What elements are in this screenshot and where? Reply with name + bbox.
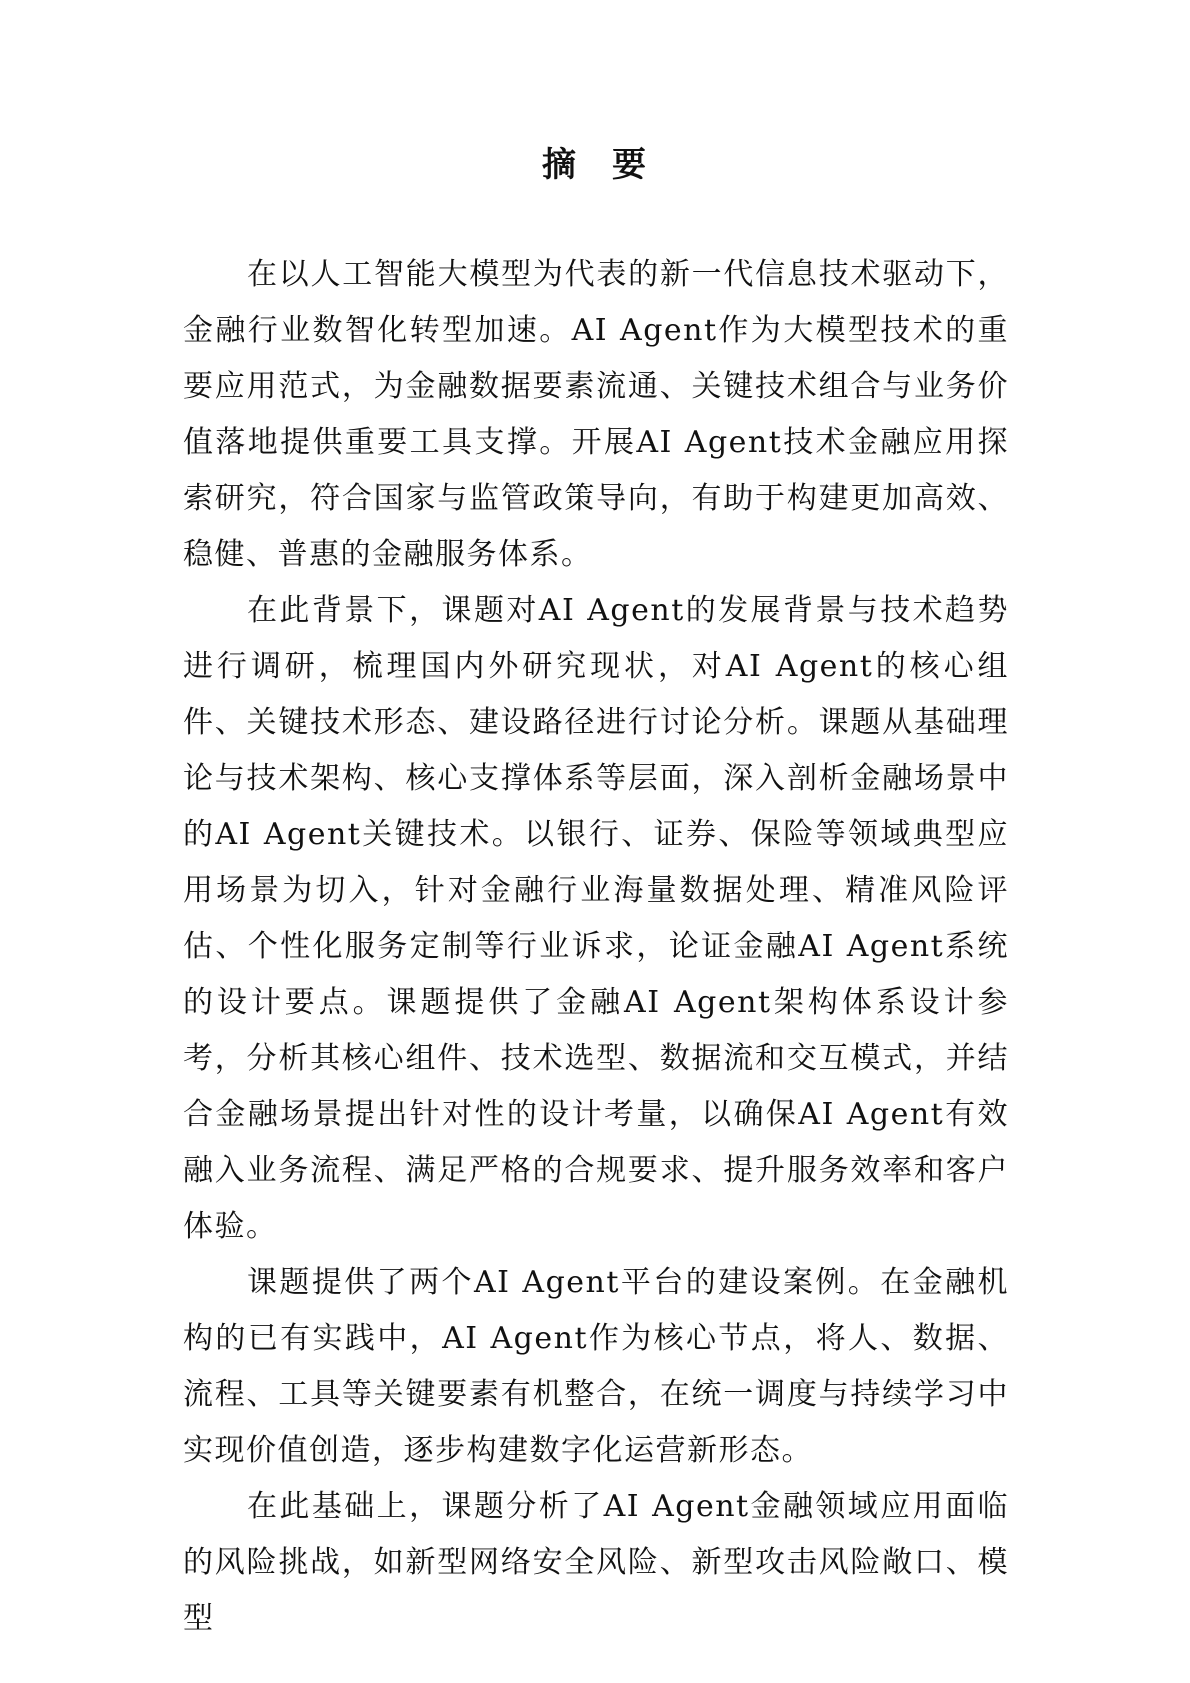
paragraph-1: 在以人工智能大模型为代表的新一代信息技术驱动下，金融行业数智化转型加速。AI Agent作为大模型技术的重要应用范式，为金融数据要素流通、关键技术组合与业务价值落地提供重要工具支撑。开展AI Agent技术金融应用探索研究，符合国家与监管政策导向，有助于构建更加高效、稳健、普惠的金融服务体系。 [183,257,1009,572]
abstract-body [183,247,1009,1647]
paragraph-2: 在此背景下，课题对AI Agent的发展背景与技术趋势进行调研，梳理国内外研究现状，对AI Agent的核心组件、关键技术形态、建设路径进行讨论分析。课题从基础理论与技术架构、核心支撑体系等层面，深入剖析金融场景中的AI Agent关键技术。以银行、证券、保险等领域典型应用场景为切入，针对金融行业海量数据处理、精准风险评估、个性化服务定制等行业诉求，论证金融AI Agent系统的设计要点。课题提供了金融AI Agent架构体系设计参考，分析其核心组件、技术选型、数据流和交互模式，并结合金融场景提出针对性的设计考量，以确保AI Agent有效融入业务流程、满足严格的合规要求、提升服务效率和客户体验。 [183,593,1009,1244]
title-char-1: 摘 [542,145,578,185]
title-char-2: 要 [612,145,648,185]
page-title [0,145,1190,185]
paragraph-3: 课题提供了两个AI Agent平台的建设案例。在金融机构的已有实践中，AI Agent作为核心节点，将人、数据、流程、工具等关键要素有机整合，在统一调度与持续学习中实现价值创造，逐步构建数字化运营新形态。 [183,1265,1009,1468]
paragraph-4: 在此基础上，课题分析了AI Agent金融领域应用面临的风险挑战，如新型网络安全风险、新型攻击风险敞口、模型 [183,1489,1009,1636]
